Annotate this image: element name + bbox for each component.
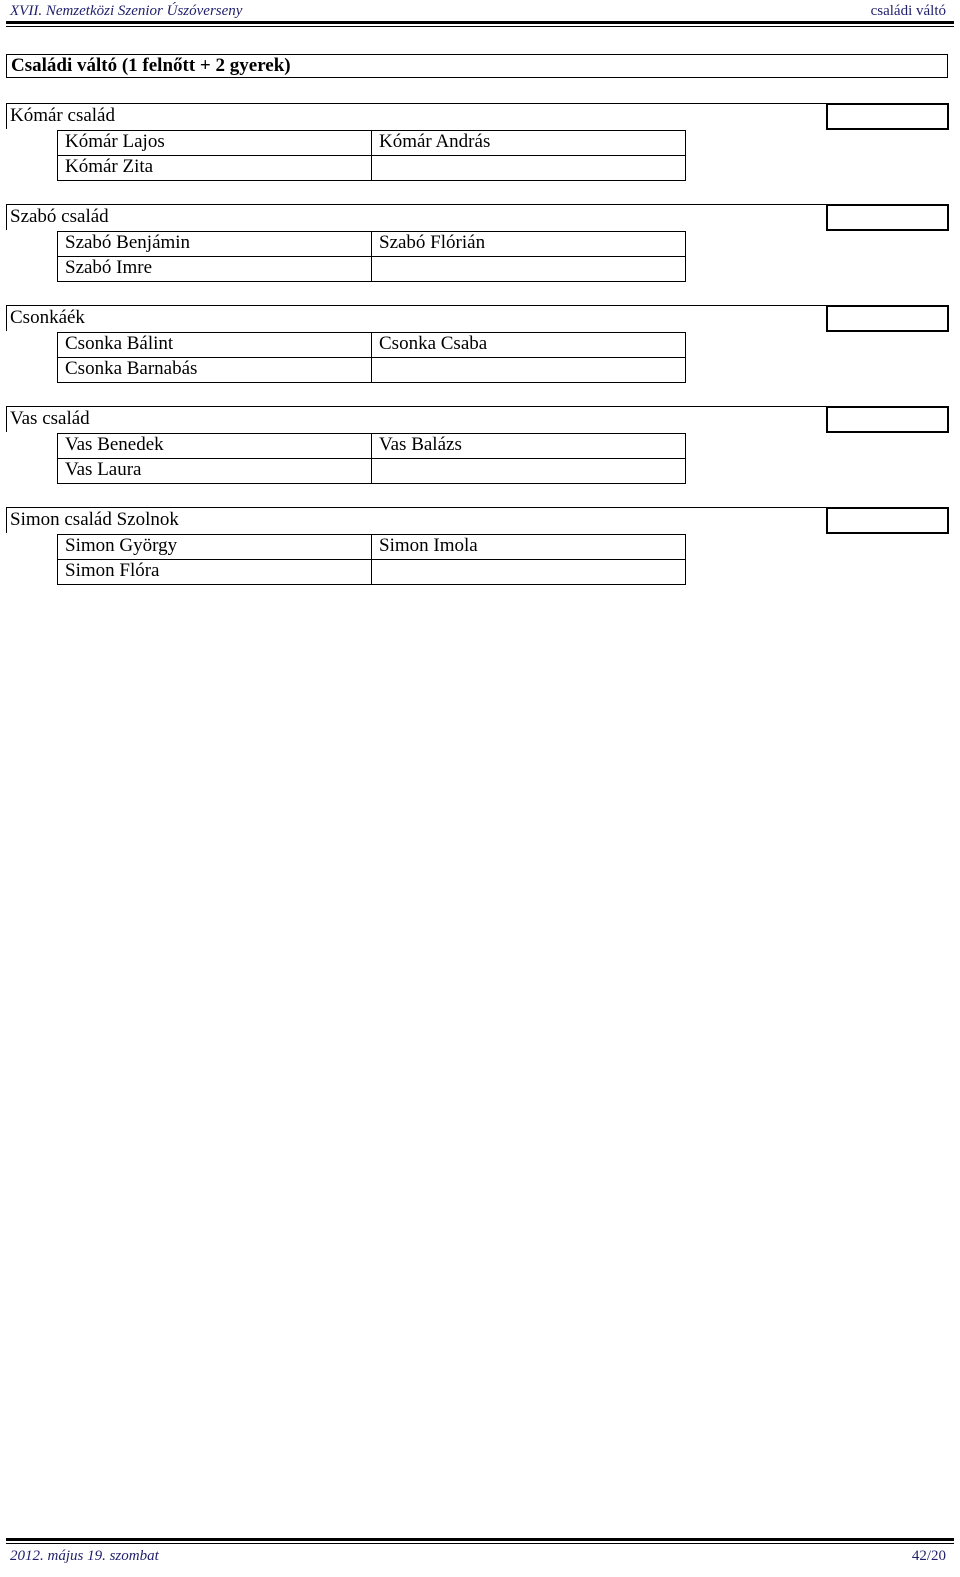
- team-block: [6, 103, 950, 187]
- member-1: Szabó Benjámin: [57, 231, 372, 257]
- member-1: Kómár Lajos: [57, 130, 372, 156]
- member-4: [371, 357, 686, 383]
- footer-rule: [6, 1538, 954, 1544]
- team-name: Csonkáék: [10, 307, 85, 328]
- member-2: Kómár Zita: [57, 155, 372, 181]
- member-3: Vas Balázs: [371, 433, 686, 459]
- team-name: Vas család: [10, 408, 90, 429]
- time-field[interactable]: [826, 204, 949, 231]
- header-rule: [6, 21, 954, 27]
- team-name-box: [6, 406, 826, 432]
- team-name-box: [6, 103, 826, 129]
- member-3: Simon Imola: [371, 534, 686, 560]
- team-name-box: [6, 204, 826, 230]
- member-2: Vas Laura: [57, 458, 372, 484]
- footer-page-number: 42/20: [911, 1548, 946, 1564]
- footer-date: 2012. május 19. szombat: [10, 1548, 159, 1564]
- header-competition-title: XVII. Nemzetközi Szenior Úszóverseny: [10, 3, 243, 19]
- header-event-name: családi váltó: [870, 3, 946, 19]
- team-block: [6, 305, 950, 389]
- team-name: Kómár család: [10, 105, 115, 126]
- member-4: [371, 458, 686, 484]
- team-name: Simon család Szolnok: [10, 509, 179, 530]
- member-2: Szabó Imre: [57, 256, 372, 282]
- team-name-box: [6, 507, 826, 533]
- member-2: Simon Flóra: [57, 559, 372, 585]
- member-3: Csonka Csaba: [371, 332, 686, 358]
- time-field[interactable]: [826, 305, 949, 332]
- member-4: [371, 155, 686, 181]
- time-field[interactable]: [826, 507, 949, 534]
- member-2: Csonka Barnabás: [57, 357, 372, 383]
- member-1: Simon György: [57, 534, 372, 560]
- member-3: Szabó Flórián: [371, 231, 686, 257]
- team-block: [6, 204, 950, 288]
- team-name: Szabó család: [10, 206, 109, 227]
- team-block: [6, 507, 950, 591]
- event-title: Családi váltó (1 felnőtt + 2 gyerek): [6, 54, 948, 78]
- member-1: Csonka Bálint: [57, 332, 372, 358]
- time-field[interactable]: [826, 406, 949, 433]
- member-4: [371, 256, 686, 282]
- member-3: Kómár András: [371, 130, 686, 156]
- time-field[interactable]: [826, 103, 949, 130]
- member-4: [371, 559, 686, 585]
- member-1: Vas Benedek: [57, 433, 372, 459]
- team-name-box: [6, 305, 826, 331]
- team-block: [6, 406, 950, 490]
